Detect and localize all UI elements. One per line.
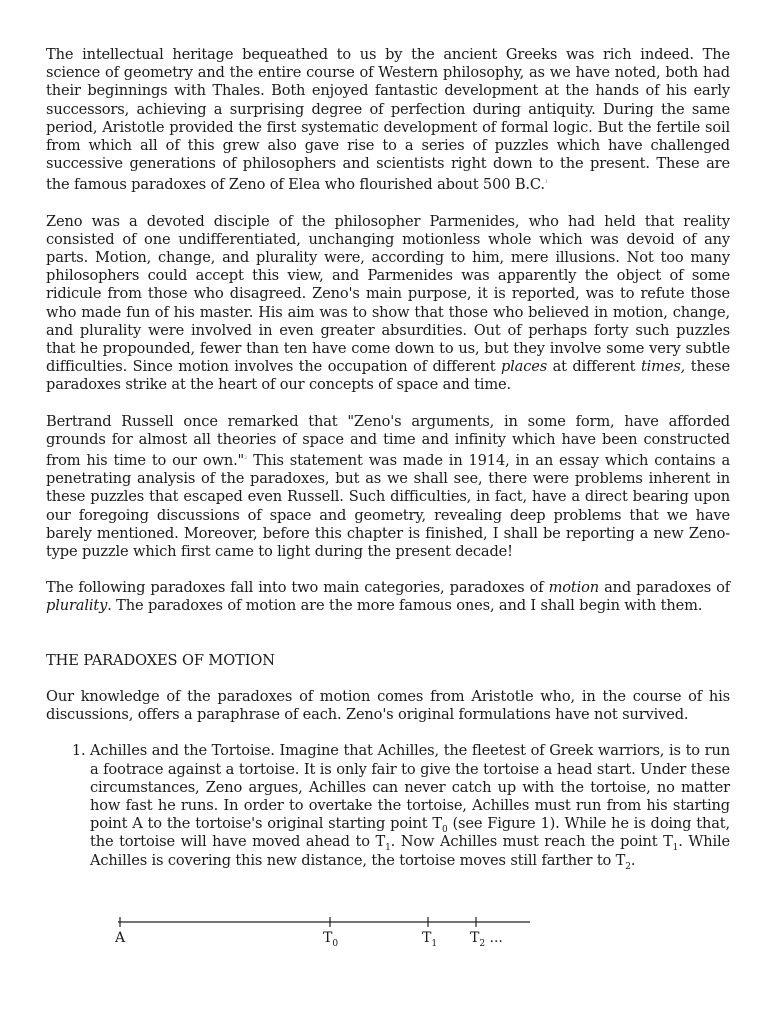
list-item-text-b: (see Figure 1). While he is doing that, the tortoise will have moved ahead to T: [90, 815, 730, 851]
paragraph-categories-text-a: The following paradoxes fall into two main categories, paradoxes of: [46, 579, 549, 597]
paragraph-zeno-text-a: Zeno was a devoted disciple of the philosopher Parmenides, who had held that reality consisted of one undifferentiated, unchanging motionless whole which was devoid of any parts. Motion, change, and plurality were, according to him, mere illusions. Not too many philosophers could accept this view, and Parmenides was apparently the object of some ridicule from those who disagreed. Zeno's main purpose, it is reported, was to refute those who made fun of his master. His aim was to show that those who believed in motion, change, and plurality were involved in even greater absurdities. Out of perhaps forty such puzzles that he propounded, fewer than ten have come down to us, but they involve some very subtle difficulties. Since motion involves the occupation of different: [46, 212, 730, 376]
list-item-text-a: Achilles and the Tortoise. Imagine that Achilles, the fleetest of Greek warriors, is to run a footrace against a tortoise. It is only fair to give the tortoise a head start. Under these circumstances, Zeno argues, Achilles can never catch up with the tortoise, no matter how fast he runs. In order to overtake the tortoise, Achilles must run from his starting point A to the tortoise's original starting point T: [90, 742, 730, 833]
subscript-1b: 1: [672, 843, 679, 854]
document-page: [46, 46, 730, 870]
emphasis-motion: motion: [548, 579, 600, 597]
paragraph-categories-text-b: and paradoxes of: [599, 579, 731, 597]
subscript-0: 0: [442, 825, 448, 836]
paragraph-categories-text-c: . The paradoxes of motion are the more famous ones, and I shall begin with them.: [107, 597, 703, 615]
label-t1-letter: T: [422, 930, 432, 946]
paragraph-intro-text: The intellectual heritage bequeathed to us by the ancient Greeks was rich indeed. The science of geometry and the entire course of Western philosophy, as we have noted, both had their beginnings with Thales. Both enjoyed fantastic development at the hands of his early successors, achieving a surprising degree of perfection during antiquity. During the same period, Aristotle provided the first systematic development of formal logic. But the fertile soil from which all of this grew also gave rise to a series of puzzles which have challenged successive generations of philosophers and scientists right down to the present. These are the famous paradoxes of Zeno of Elea who flourished about 500 B.C.: [46, 46, 730, 194]
label-t0: [323, 930, 339, 949]
paragraph-aristotle: Our knowledge of the paradoxes of motion comes from Aristotle who, in the course of his discussions, offers a paraphrase of each. Zeno's original formulations have not survived.: [46, 687, 730, 724]
paragraph-russell-text-a: Bertrand Russell once remarked that "Zeno's arguments, in some form, have afforded grounds for almost all theories of space and time and infinity which have been constructed from his time to our own.": [46, 412, 730, 470]
label-t1-sub: 1: [431, 938, 438, 949]
paragraph-zeno-text-c: these paradoxes strike at the heart of our concepts of space and time.: [46, 358, 730, 394]
label-t2-suffix: ...: [485, 930, 503, 946]
label-t1: [422, 930, 438, 949]
paragraph-categories: [46, 579, 730, 615]
paragraph-zeno: [46, 213, 730, 395]
paragraph-zeno-text-b: at different: [547, 358, 641, 376]
label-a: A: [115, 930, 126, 946]
footnote-marker-2: 2: [244, 455, 248, 462]
subscript-1: 1: [385, 843, 391, 854]
list-item-text-e: .: [630, 851, 636, 869]
label-t2-letter: T: [470, 930, 480, 946]
footnote-marker-1: 1: [544, 179, 548, 186]
label-t0-letter: T: [323, 930, 333, 946]
list-item-text-d: . While Achilles is covering this new distance, the tortoise moves still farther to T: [90, 833, 730, 869]
paragraph-russell: [46, 413, 730, 562]
paragraph-intro: [46, 46, 730, 195]
label-t2: [470, 930, 503, 949]
emphasis-places: places: [500, 358, 548, 376]
paragraph-russell-text-b: This statement was made in 1914, in an essay which contains a penetrating analysis of the paradoxes, but as we shall see, there were problems inherent in these puzzles that escaped even Russell. Such difficulties, in fact, have a direct bearing upon our foregoing discussions of space and geometry, revealing deep problems that we have barely mentioned. Moreover, before this chapter is finished, I shall be reporting a new Zeno-type puzzle which first came to light during the present decade!: [46, 452, 730, 561]
list-item-text-c: . Now Achilles must reach the point T: [390, 833, 673, 851]
emphasis-times: times,: [640, 358, 686, 376]
label-t0-sub: 0: [332, 938, 339, 949]
label-t2-sub: 2: [479, 938, 486, 949]
figure-number-line: [110, 912, 550, 932]
emphasis-plurality: plurality: [46, 597, 108, 615]
figure-1: [110, 912, 550, 962]
section-heading: THE PARADOXES OF MOTION: [46, 651, 275, 669]
subscript-2: 2: [625, 861, 631, 872]
list-item: [90, 742, 730, 872]
paradox-list: [46, 742, 730, 872]
